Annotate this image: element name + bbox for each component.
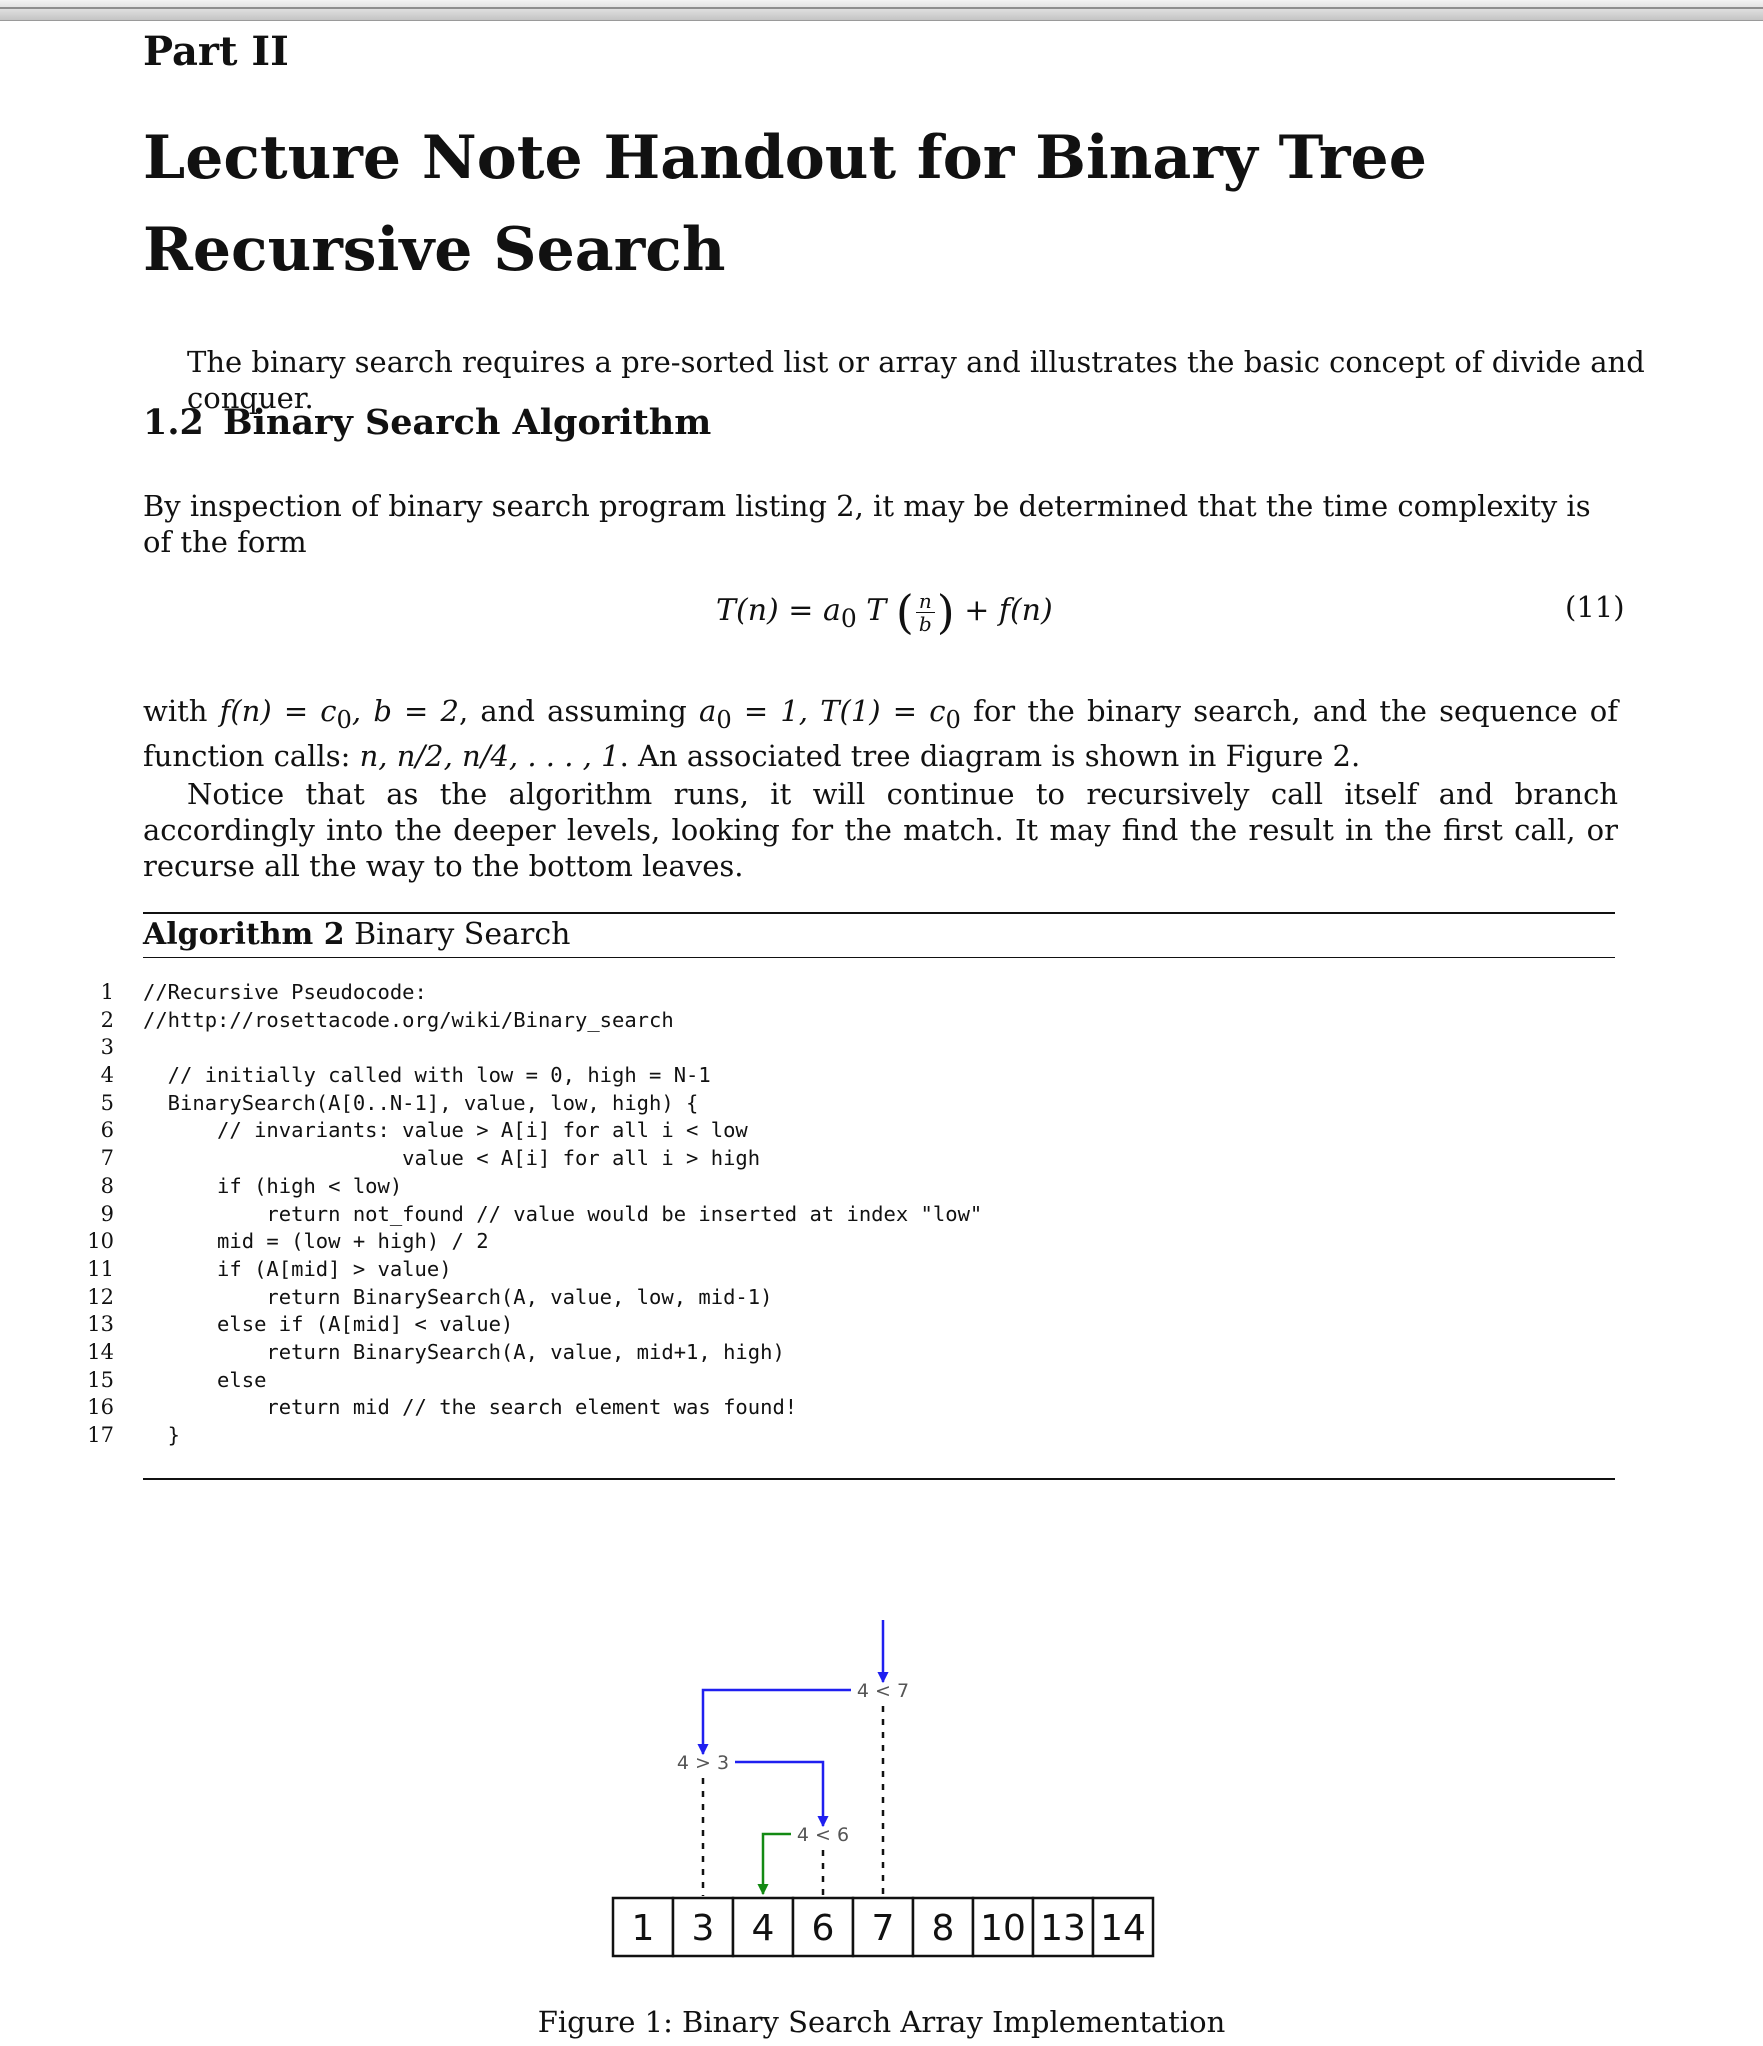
code-text: return not_found // value would be inserted at index "low"	[143, 1201, 983, 1226]
code-text: mid = (low + high) / 2	[143, 1229, 489, 1254]
array-cell	[733, 1898, 793, 1956]
array-cell-value: 10	[980, 1908, 1026, 1949]
array-cell	[913, 1898, 973, 1956]
line-number: 4	[100, 1063, 114, 1088]
comparison-label: 4 < 7	[856, 1680, 910, 1702]
inspection-paragraph: By inspection of binary search program listing 2, it may be determined that the time complexity is of the form	[143, 489, 1591, 559]
code-text: }	[143, 1423, 181, 1447]
intro-paragraph: The binary search requires a pre-sorted list or array and illustrates the basic concept of divide and conquer.	[187, 345, 1645, 415]
recurrence-equation: $T(n) = a_0$ T ( $\frac{n}{b}$ ) + f(n)	[716, 585, 1053, 639]
line-number: 1	[100, 980, 114, 1004]
array-cell-value: 3	[691, 1908, 715, 1949]
array-cell-value: 4	[751, 1908, 775, 1949]
with-paragraph: with $f(n) = c_0$, b = 2, and assuming $a_0 = 1$, $T(1) = c_0$ for the binary search, and the sequence of function calls: n, n/2, n/4, . . . , 1. An associated tree diagram is shown in Figure 2.	[143, 694, 1619, 773]
array-cell-value: 13	[1040, 1908, 1086, 1949]
code-text: //Recursive Pseudocode:	[143, 980, 427, 1004]
line-number: 8	[100, 1173, 114, 1198]
code-text: if (A[mid] > value)	[143, 1256, 452, 1281]
line-number: 16	[87, 1395, 114, 1420]
page-title: Lecture Note Handout for Binary Tree Recursive Search	[143, 123, 1427, 285]
array-cell	[673, 1898, 733, 1956]
array-cell-value: 6	[811, 1908, 835, 1949]
line-number: 12	[87, 1284, 114, 1309]
code-text: else	[143, 1367, 267, 1392]
array-cell	[613, 1898, 673, 1956]
section-number: 1.2	[143, 402, 204, 443]
line-number: 17	[87, 1423, 114, 1447]
comparison-label: 4 < 6	[796, 1824, 850, 1846]
section-title: Binary Search Algorithm	[223, 402, 712, 443]
code-text: BinarySearch(A[0..N-1], value, low, high) {	[143, 1090, 699, 1115]
array-cell-value: 14	[1100, 1908, 1146, 1949]
line-number: 3	[100, 1035, 114, 1060]
code-text: return BinarySearch(A, value, low, mid-1)	[143, 1284, 773, 1309]
code-text: // invariants: value > A[i] for all i < low	[143, 1118, 748, 1143]
code-text: if (high < low)	[143, 1173, 403, 1198]
code-text: return mid // the search element was found!	[143, 1395, 798, 1420]
step-arrow-right	[735, 1762, 823, 1826]
line-number: 10	[87, 1229, 114, 1254]
line-number: 14	[87, 1339, 114, 1364]
comparison-label: 4 > 3	[676, 1752, 730, 1774]
line-number: 11	[87, 1256, 114, 1281]
array-cell-value: 7	[871, 1908, 895, 1949]
algorithm-caption: Algorithm 2 Binary Search	[143, 917, 571, 952]
step-arrow-left	[703, 1690, 851, 1754]
line-number: 15	[87, 1367, 114, 1392]
code-text: // initially called with low = 0, high = N-1	[143, 1063, 711, 1088]
notice-paragraph: Notice that as the algorithm runs, it will continue to recursively call itself and branch accordingly into the deeper levels, looking for the match. It may find the result in the first call, or recurse all the way to the bottom leaves.	[143, 777, 1618, 883]
line-number: 2	[100, 1007, 114, 1032]
array-cell	[853, 1898, 913, 1956]
array-cell	[1033, 1898, 1093, 1956]
figure-caption: Figure 1: Binary Search Array Implementation	[537, 2005, 1226, 2039]
code-text: return BinarySearch(A, value, mid+1, high)	[143, 1339, 785, 1364]
array-cell-value: 8	[931, 1908, 955, 1949]
array-cell	[1093, 1898, 1153, 1956]
line-number: 5	[100, 1090, 114, 1115]
array-cell	[973, 1898, 1033, 1956]
part-heading: Part II	[143, 28, 289, 75]
line-number: 13	[87, 1312, 114, 1337]
line-number: 6	[100, 1118, 114, 1143]
found-arrow	[763, 1834, 791, 1894]
code-text: //http://rosettacode.org/wiki/Binary_search	[143, 1007, 674, 1032]
line-number: 9	[100, 1201, 114, 1226]
line-number: 7	[100, 1146, 114, 1171]
array-cell-value: 1	[631, 1908, 655, 1949]
code-text: value < A[i] for all i > high	[143, 1146, 761, 1171]
equation-number: (11)	[1565, 590, 1625, 624]
array-cell	[793, 1898, 853, 1956]
code-text: else if (A[mid] < value)	[143, 1312, 514, 1337]
